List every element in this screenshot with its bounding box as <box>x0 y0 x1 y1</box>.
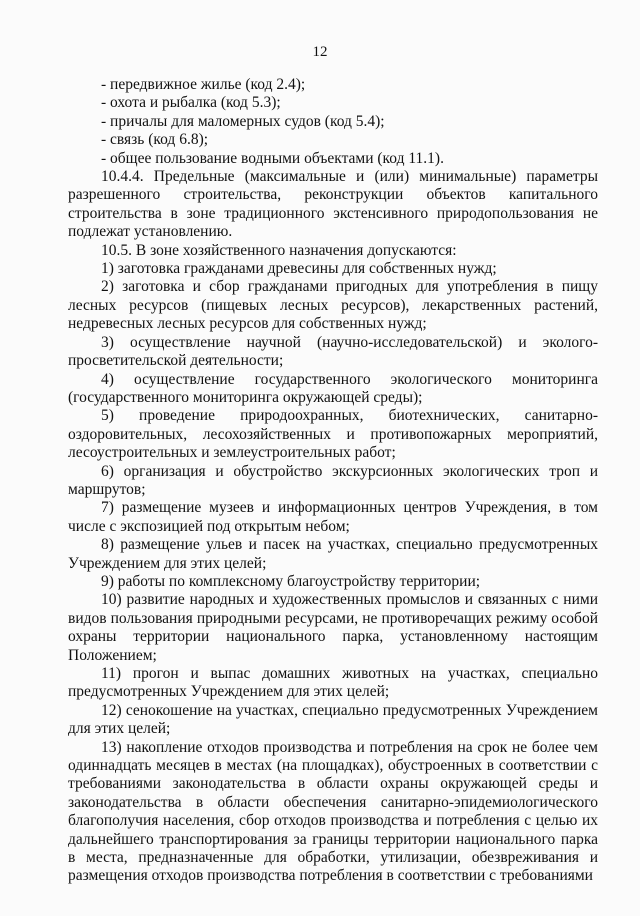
list-item: - охота и рыбалка (код 5.3); <box>101 94 281 112</box>
paragraph: 10.5. В зоне хозяйственного назначения допускаются: <box>101 241 457 259</box>
paragraph: 7) размещение музеев и информационных центров Учреждения, в том числе с экспозицией под открытым небом; <box>68 499 598 535</box>
paragraph: 13) накопление отходов производства и потребления на срок не более чем одиннадцать месяцев в местах (на площадках), обустроенных в соответствии с требованиями законодательства в области охраны окружающей среды и законодательства в области обеспечения санитарно-эпидемиологического благополучия населения, сбор отходов производства и потребления с целью их дальнейшего транспортирования за границы территории национального парка в места, предназначенные для обработки, утилизации, обезвреживания и размещения отходов производства потребления в соответствии с требованиями <box>68 738 598 885</box>
page-number: 12 <box>312 44 328 60</box>
paragraph: 10) развитие народных и художественных промыслов и связанных с ними видов пользования природными ресурсами, не противоречащих режиму особой охраны территории национального парка, установленному настоящим Положением; <box>68 591 598 664</box>
paragraph: 4) осуществление государственного экологического мониторинга (государственного мониторинга окружающей среды); <box>68 370 598 406</box>
paragraph: 9) работы по комплексному благоустройству территории; <box>101 572 481 590</box>
paragraph: 3) осуществление научной (научно-исследовательской) и эколого-просветительской деятельности; <box>68 333 598 370</box>
paragraph: 11) прогон и выпас домашних животных на участках, специально предусмотренных Учреждением для этих целей; <box>68 665 598 701</box>
list-item: - общее пользование водными объектами (код 11.1). <box>101 149 444 167</box>
document-body <box>68 76 598 886</box>
list-item: - причалы для маломерных судов (код 5.4); <box>101 112 385 130</box>
paragraph: 8) размещение ульев и пасек на участках, специально предусмотренных Учреждением для этих целей; <box>68 536 598 572</box>
paragraph: 5) проведение природоохранных, биотехнических, санитарно-оздоровительных, лесохозяйственных и противопожарных мероприятий, лесоустроительных и землеустроительных работ; <box>68 407 598 462</box>
paragraph: 10.4.4. Предельные (максимальные и (или) минимальные) параметры разрешенного строительства, реконструкции объектов капитального строительства в зоне традиционного экстенсивного природопользования не подлежат установлению. <box>68 168 598 241</box>
paragraph: 12) сенокошение на участках, специально предусмотренных Учреждением для этих целей; <box>68 701 598 738</box>
paragraph: 6) организация и обустройство экскурсионных экологических троп и маршрутов; <box>68 462 598 498</box>
list-item: - связь (код 6.8); <box>101 131 209 149</box>
paragraph: 1) заготовка гражданами древесины для собственных нужд; <box>101 260 497 278</box>
paragraph: 2) заготовка и сбор гражданами пригодных для употребления в пищу лесных ресурсов (пищевых лесных ресурсов), лекарственных растений, недревесных лесных ресурсов для собственных нужд; <box>68 278 598 333</box>
list-item: - передвижное жилье (код 2.4); <box>101 76 306 93</box>
